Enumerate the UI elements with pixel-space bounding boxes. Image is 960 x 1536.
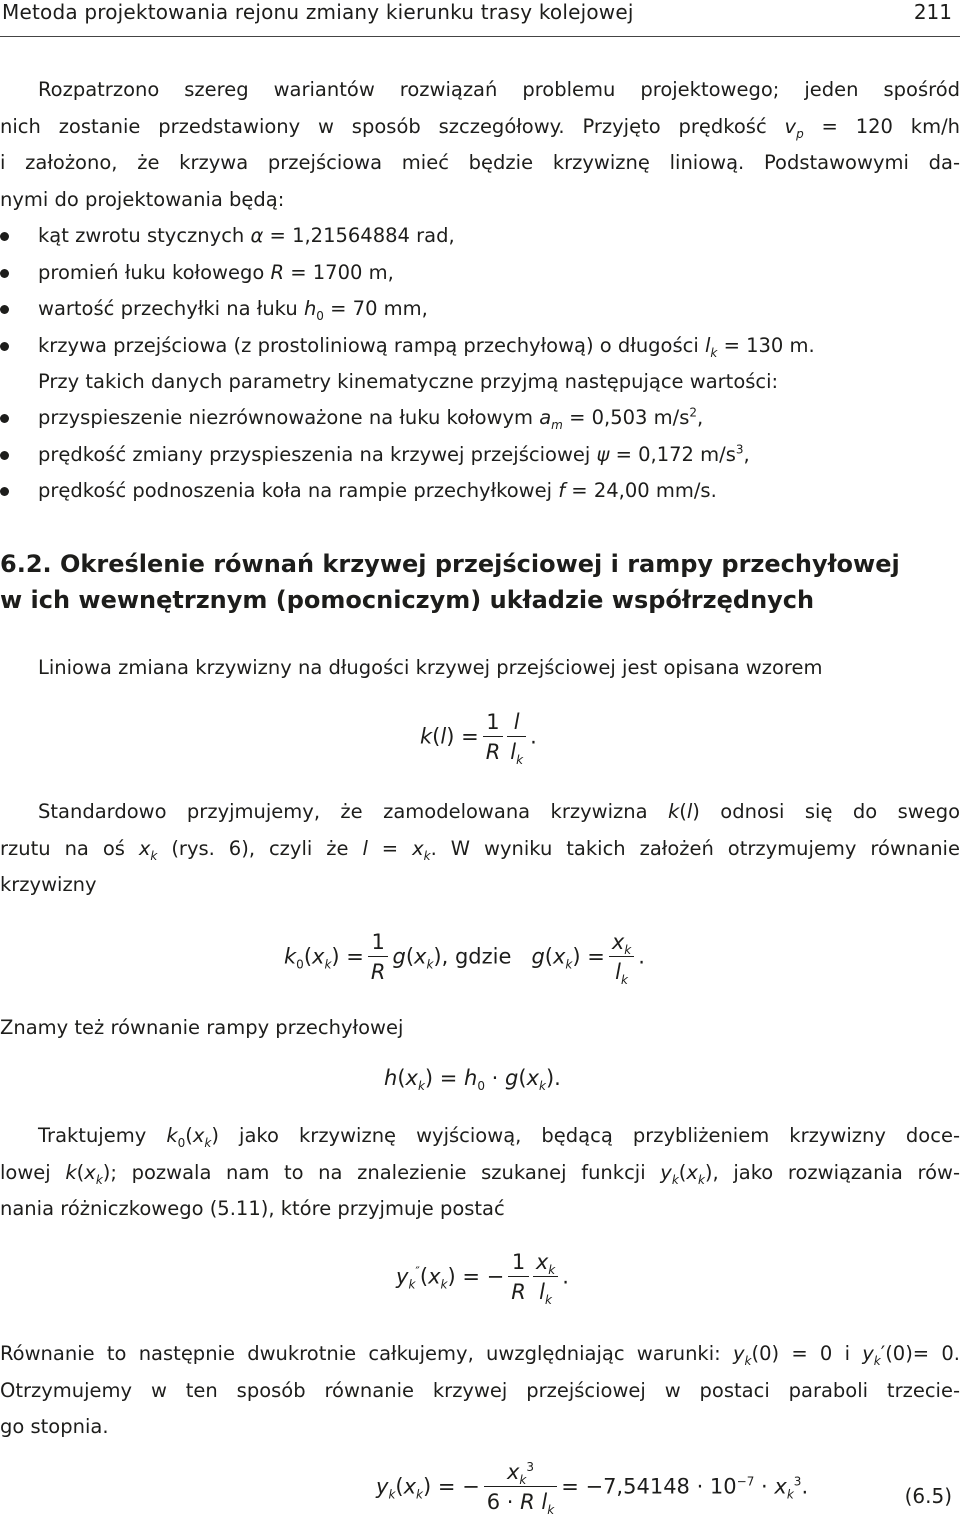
p2-line-1: Standardowo przyjmujemy, że zamodelowana krzywizna k(l) odnosi się do swego <box>38 800 960 823</box>
equation-number: (6.5) <box>904 1484 952 1508</box>
param-cant: wartość przechyłki na łuku $h_0 = 70$ mm, <box>0 291 815 328</box>
param-angle: kąt zwrotu stycznych α = 1,21564884 rad, <box>0 218 815 255</box>
param-radius: promień łuku kołowego R = 1700 m, <box>0 255 815 292</box>
paragraph-cant-ramp: Znamy też równanie rampy przechyłowej <box>0 1016 404 1039</box>
p4-line-2: lowej $k(x_k)$; pozwala nam to na znalezienie szukanej funkcji $y_k(x_k)$, jako rozwiązania rów- <box>0 1160 960 1187</box>
intro-paragraph <box>0 72 960 218</box>
equation-curvature-function: $k_0(x_k)$ = $\frac{1}{R}$ $g(x_k)$, gdzie $g(x_k)$ = $\frac{x_k}{l_k}$ . <box>284 930 645 988</box>
section-heading: 6.2. Określenie równań krzywej przejściowej i rampy przechyłowej w ich wewnętrznym (pomocniczym) układzie współrzędnych <box>0 550 900 614</box>
kinematic-acceleration: przyspieszenie niezrównoważone na łuku kołowym $a_m = 0,503$ $m/s^2$, <box>0 400 750 437</box>
header-rule <box>0 36 960 37</box>
intro-line-3: i założono, że krzywa przejściowa mieć będzie krzywiznę liniową. Podstawowymi da- <box>0 151 960 174</box>
p5-line-3: go stopnia. <box>0 1415 109 1438</box>
equation-curvature: k(l) = $\frac{1}{R}$ $\frac{l}{l_k}$ . <box>420 710 537 768</box>
p5-line-2: Otrzymujemy w ten sposób równanie krzywej przejściowej w postaci paraboli trzecie- <box>0 1378 960 1402</box>
kinematic-jerk: prędkość zmiany przyspieszenia na krzywej przejściowej ψ = 0,172 $m/s^3$, <box>0 437 750 474</box>
parameters-list <box>0 218 815 364</box>
running-header <box>0 0 960 40</box>
intro-line-1: Rozpatrzono szereg wariantów rozwiązań problemu projektowego; jeden spośród <box>38 78 960 101</box>
paragraph-standard-projection <box>0 794 960 904</box>
paragraph-linear-curvature: Liniowa zmiana krzywizny na długości krzywej przejściowej jest opisana wzorem <box>38 656 823 679</box>
kinematic-list <box>0 400 750 510</box>
p5-line-1: Równanie to następnie dwukrotnie całkujemy, uwzględniając warunki: $y_k(0) = 0$ i $y_k'(0)= 0$. <box>0 1342 960 1368</box>
equation-cubic-parabola: $y_k(x_k)$ = − $\frac{x_k^3}{6 \cdot R l_k}$ = $-7,54148 \cdot 10^{-7} \cdot x_k^3$. <box>376 1460 809 1518</box>
paragraph-differential-equation <box>0 1118 960 1228</box>
intro-line-2: nich zostanie przedstawiony w sposób szczegółowy. Przyjęto prędkość $v_p = 120$ km/h <box>0 114 960 141</box>
equation-differential: $y_k''(x_k)$ = − $\frac{1}{R}$ $\frac{x_k}{l_k}$ . <box>396 1250 569 1308</box>
kinematic-wheel-rise: prędkość podnoszenia koła na rampie przechyłkowej f = 24,00 mm/s. <box>0 473 750 510</box>
page-number: 211 <box>913 0 952 24</box>
intro-line-4: nymi do projektowania będą: <box>0 187 285 211</box>
kinematic-intro: Przy takich danych parametry kinematyczne przyjmą następujące wartości: <box>38 370 779 393</box>
param-transition-length: krzywa przejściowa (z prostoliniową rampą przechyłową) o długości $l_k = 130$ m. <box>0 328 815 365</box>
header-title: Metoda projektowania rejonu zmiany kierunku trasy kolejowej <box>2 0 634 24</box>
p4-line-1: Traktujemy $k_0(x_k)$ jako krzywiznę wyjściową, będącą przybliżeniem krzywizny doce- <box>38 1124 960 1150</box>
equation-cant-ramp: $h(x_k) = h_0 \cdot g(x_k)$. <box>384 1066 561 1094</box>
p2-line-3: krzywizny <box>0 873 97 896</box>
paragraph-integration <box>0 1336 960 1446</box>
p4-line-3: nania różniczkowego (5.11), które przyjmuje postać <box>0 1197 505 1220</box>
p2-line-2: rzutu na oś $x_k$ (rys. 6), czyli że $l = x_k$. W wyniku takich założeń otrzymujemy równanie <box>0 836 960 863</box>
